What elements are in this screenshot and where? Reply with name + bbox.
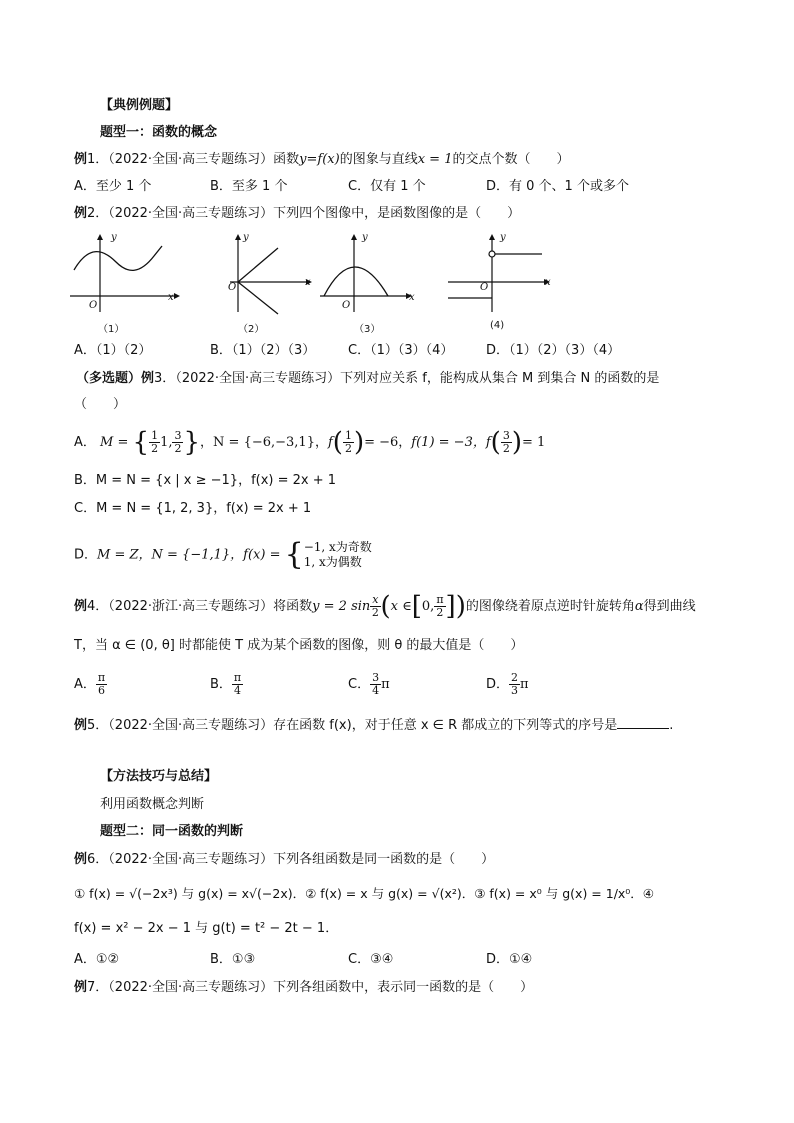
option-b: B．至多 1 个: [210, 179, 288, 194]
option-a: A．（1）（2）: [74, 343, 152, 358]
example-6: [74, 851, 494, 869]
math-text: M = Z，N = {−1,1}，f(x) =: [97, 547, 281, 563]
origin-label: O: [89, 300, 98, 311]
question-type-1: 题型一：函数的概念: [100, 125, 218, 140]
graph-1: [66, 232, 184, 316]
option-a: A．至少 1 个: [74, 179, 152, 194]
graph-3: [318, 232, 418, 316]
paren-left: (: [490, 427, 501, 458]
brace-left: {: [284, 537, 304, 572]
stem-text: 的图像绕着原点逆时针旋转角: [465, 599, 635, 614]
source: （2022·全国·高三专题练习）: [108, 852, 274, 867]
source: （2022·全国·高三专题练习）: [175, 371, 341, 386]
section-title-examples: 【典例例题】: [100, 98, 179, 113]
graph-caption-3: （3）: [354, 324, 381, 335]
axis-label-x: x: [545, 277, 551, 288]
example-number: 5．: [87, 718, 109, 733]
example-label: 例: [141, 371, 155, 386]
graph-caption-1: （1）: [98, 324, 125, 335]
math-alpha: α: [634, 599, 644, 614]
case-1: −1, x为奇数: [303, 540, 372, 554]
ex3-option-a: [74, 427, 546, 458]
example-6-line-2: f(x) = x² − 2x − 1 与 g(t) = t² − 2t − 1．: [74, 921, 339, 936]
axis-label-x: x: [305, 277, 311, 288]
graph-caption-4: (4): [490, 320, 505, 331]
option-b: B．①③: [210, 952, 256, 967]
fraction: $\frac{1}{2}$: [344, 429, 352, 455]
section-title-methods: 【方法技巧与总结】: [100, 769, 218, 784]
source: （2022·浙江·高三专题练习）: [108, 599, 274, 614]
option-b: B． $\frac{\pi}{4}$: [210, 671, 242, 697]
math-domain: x ∈: [390, 599, 412, 614]
example-number: 3．: [154, 371, 176, 386]
example-label: 例: [74, 206, 88, 221]
bracket-right: ]: [445, 591, 456, 622]
stem-text: 下列各组函数是同一函数的是（ ）: [273, 852, 495, 867]
fraction: $\frac{1}{2}$: [151, 429, 159, 455]
example-7: [74, 979, 533, 997]
option-c: C． $\frac{3}{4}$ π: [348, 671, 390, 697]
origin-label: O: [480, 282, 489, 293]
paren-right: ): [511, 427, 522, 458]
stem-text: 存在函数 f(x)，对于任意 x ∈ R 都成立的下列等式的序号是: [273, 718, 618, 733]
paren-left: (: [332, 427, 343, 458]
example-number: 1．: [87, 152, 109, 167]
option-c: C．③④: [348, 952, 394, 967]
fraction: $\frac{3}{2}$: [502, 429, 510, 455]
answer-paren: （ ）: [74, 397, 127, 412]
case-2: 1, x为偶数: [303, 555, 362, 569]
question-type-2: 题型二：同一函数的判断: [100, 824, 244, 839]
source: （2022·全国·高三专题练习）: [108, 980, 274, 995]
math-f: f: [485, 435, 491, 450]
graph-caption-2: （2）: [238, 324, 265, 335]
graph-2: [222, 232, 318, 316]
paren-left: (: [380, 591, 391, 622]
option-b: B．（1）（2）（3）: [210, 343, 316, 358]
stem-text: 得到曲线: [643, 599, 696, 614]
option-a: A．①②: [74, 952, 120, 967]
math-function: y = 2 sin: [312, 599, 371, 614]
fraction: $\frac{3}{2}$: [174, 429, 182, 455]
fraction: $\frac{x}{2}$: [371, 593, 379, 619]
math-value: f(1) = −3，: [411, 435, 486, 450]
stem-text: 下列各组函数中，表示同一函数的是（ ）: [273, 980, 534, 995]
example-number: 6．: [87, 852, 109, 867]
paren-right: ): [455, 591, 466, 622]
stem-end: .: [669, 718, 674, 733]
math-value: = −6，: [364, 435, 412, 450]
example-1: [74, 151, 570, 169]
example-label: 例: [74, 152, 88, 167]
axis-label-y: y: [243, 232, 249, 243]
example-number: 4．: [87, 599, 109, 614]
example-5: [74, 716, 673, 735]
origin-label: O: [228, 282, 237, 293]
option-d: D．有 0 个、1 个或多个: [486, 179, 629, 194]
brace-left: {: [132, 427, 150, 458]
math-value: = 1: [521, 435, 546, 450]
math-function: y=f(x): [299, 152, 340, 167]
source: （2022·全国·高三专题练习）: [108, 718, 274, 733]
paren-right: ): [353, 427, 365, 458]
axis-label-x: x: [168, 292, 174, 303]
ex3-option-b: B．M = N = {x | x ≥ −1}，f(x) = 2x + 1: [74, 473, 337, 488]
example-6-line-1: ① f(x) = √(−2x³) 与 g(x) = x√(−2x)．② f(x) = x 与 g(x) = √(x²)．③ f(x) = x⁰ 与 g(x) = 1/x⁰．④: [74, 886, 655, 901]
example-3: [76, 370, 659, 388]
example-number: 2．: [87, 206, 109, 221]
stem-text: 函数: [273, 152, 300, 167]
set-element: 1,: [160, 435, 173, 450]
option-label: D．: [74, 547, 98, 563]
brace-right: }: [183, 427, 201, 458]
example-2: [74, 205, 520, 223]
multi-choice-tag: （多选题）: [76, 371, 142, 386]
stem-text: 下列对应关系 f，能构成从集合 M 到集合 N 的函数的是: [340, 371, 660, 386]
stem-text: 将函数: [273, 599, 313, 614]
example-label: 例: [74, 852, 88, 867]
stem-text: 的图象与直线: [339, 152, 418, 167]
stem-text: 的交点个数（ ）: [452, 152, 570, 167]
method-tip: 利用函数概念判断: [100, 797, 205, 812]
ex3-option-c: C．M = N = {1, 2, 3}，f(x) = 2x + 1: [74, 501, 312, 516]
math-line: x = 1: [417, 152, 453, 167]
fraction: $\frac{\pi}{2}$: [436, 593, 444, 619]
example-4: [74, 591, 696, 622]
graph-4: [446, 232, 556, 316]
source: （2022·全国·高三专题练习）: [108, 152, 274, 167]
example-number: 7．: [87, 980, 109, 995]
option-d: D． $\frac{2}{3}$ π: [486, 671, 529, 697]
option-c: C．（1）（3）（4）: [348, 343, 454, 358]
bracket-left: [: [411, 591, 422, 622]
answer-blank: [617, 716, 669, 729]
origin-label: O: [342, 300, 351, 311]
example-4-line-2: T，当 α ∈ (0, θ] 时都能使 T 成为某个函数的图像，则 θ 的最大值是（ ）: [74, 638, 524, 653]
axis-label-x: x: [409, 292, 415, 303]
interval-start: 0,: [421, 599, 435, 614]
example-label: 例: [74, 599, 88, 614]
source: （2022·全国·高三专题练习）: [108, 206, 274, 221]
option-d: D．①④: [486, 952, 533, 967]
option-c: C．仅有 1 个: [348, 179, 426, 194]
stem-text: 下列四个图像中，是函数图像的是（ ）: [273, 206, 521, 221]
piecewise-cases: [304, 540, 372, 570]
math-set-N: ，N = {−6,−3,1}，: [200, 435, 328, 450]
example-label: 例: [74, 718, 88, 733]
axis-label-y: y: [500, 232, 506, 243]
option-a: A． $\frac{\pi}{6}$: [74, 671, 106, 697]
option-d: D．（1）（2）（3）（4）: [486, 343, 621, 358]
math-set-M: M =: [100, 435, 129, 450]
math-f: f: [327, 435, 333, 450]
example-label: 例: [74, 980, 88, 995]
ex3-option-d: [74, 537, 372, 572]
option-label: A．: [74, 435, 96, 450]
axis-label-y: y: [111, 232, 117, 243]
axis-label-y: y: [362, 232, 368, 243]
